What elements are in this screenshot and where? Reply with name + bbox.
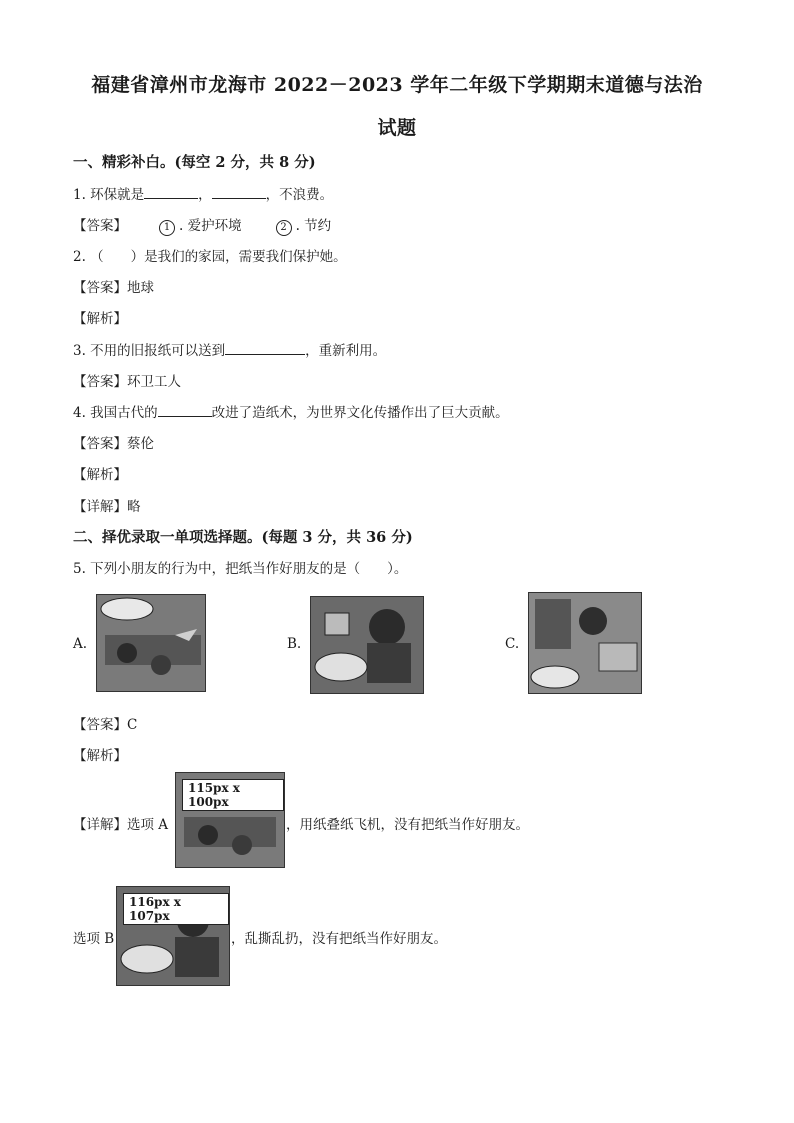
circled-number: 2 (276, 220, 292, 236)
answer-tag: 【答案】 (73, 717, 127, 733)
analysis-4: 【解析】 (73, 467, 127, 483)
option-a-label: A. (73, 636, 88, 652)
detail-tag: 【详解】 (73, 499, 127, 515)
answer-1 (73, 214, 331, 236)
option-c-image (528, 592, 642, 694)
detail-a-image (175, 772, 285, 868)
analysis-5: 【解析】 (73, 748, 127, 764)
detail-b-image (116, 886, 230, 986)
question-2: 2. （ ）是我们的家园，需要我们保护她。 (73, 249, 347, 265)
cartoon-reading-image (529, 593, 641, 693)
q1-sep: ， (198, 187, 212, 203)
detail-value: 略 (127, 499, 141, 515)
answer-blank (144, 184, 198, 199)
image-size-label: 116px x 107px (123, 893, 229, 925)
image-size-label: 115px x 100px (182, 779, 284, 811)
option-b-label: B. (287, 636, 302, 652)
answer-blank (225, 340, 305, 355)
section-heading-2: 二、择优录取一单项选择题。(每题 3 分，共 36 分) (73, 529, 413, 546)
detail-prefix: 选项 A (127, 817, 169, 833)
answer-tag: 【答案】 (73, 436, 127, 452)
answer-tag: 【答案】 (73, 280, 127, 296)
question-5: 5. 下列小朋友的行为中，把纸当作好朋友的是（ ）。 (73, 561, 408, 577)
q1-suffix: ，不浪费。 (265, 187, 334, 203)
q4-prefix: 4. 我国古代的 (73, 405, 158, 421)
option-c-label: C. (505, 636, 520, 652)
option-b-image (310, 596, 424, 694)
page-title: 福建省漳州市龙海市 2022－2023 学年二年级下学期期末道德与法治 (91, 74, 703, 96)
section-heading-1: 一、精彩补白。(每空 2 分，共 8 分) (73, 154, 316, 171)
answer-4 (73, 432, 154, 452)
answer-value: 地球 (127, 280, 154, 296)
answer-tag: 【答案】 (73, 218, 127, 234)
detail-5-option-b: 选项 B (73, 931, 115, 947)
circled-number: 1 (159, 220, 175, 236)
detail-5-option-a (73, 813, 168, 833)
answer-tag: 【答案】 (73, 374, 127, 390)
answer-blank (212, 184, 266, 199)
answer-3 (73, 370, 181, 390)
answer-value: . 节约 (295, 218, 332, 234)
detail-tag: 【详解】 (73, 817, 127, 833)
option-a-image (96, 594, 206, 692)
q4-suffix: 改进了造纸术，为世界文化传播作出了巨大贡献。 (211, 405, 509, 421)
question-1 (73, 183, 333, 203)
analysis-2: 【解析】 (73, 311, 127, 327)
answer-5 (73, 713, 137, 733)
cartoon-airplane-image (97, 595, 205, 691)
answer-value: 环卫工人 (127, 374, 181, 390)
answer-value: C (127, 717, 138, 733)
answer-value: 蔡伦 (127, 436, 154, 452)
q1-prefix: 1. 环保就是 (73, 187, 145, 203)
detail-5-option-a-text: ，用纸叠纸飞机，没有把纸当作好朋友。 (286, 817, 529, 833)
cartoon-tearing-paper-image (311, 597, 423, 693)
detail-4 (73, 495, 141, 515)
detail-5-option-b-text: ，乱撕乱扔，没有把纸当作好朋友。 (231, 931, 447, 947)
answer-2 (73, 276, 154, 296)
answer-blank (158, 402, 212, 417)
q3-prefix: 3. 不用的旧报纸可以送到 (73, 343, 226, 359)
question-4 (73, 401, 509, 421)
question-3 (73, 339, 386, 359)
q3-suffix: ，重新利用。 (305, 343, 387, 359)
page-title-line2: 试题 (377, 117, 417, 139)
answer-value: . 爱护环境 (179, 218, 242, 234)
